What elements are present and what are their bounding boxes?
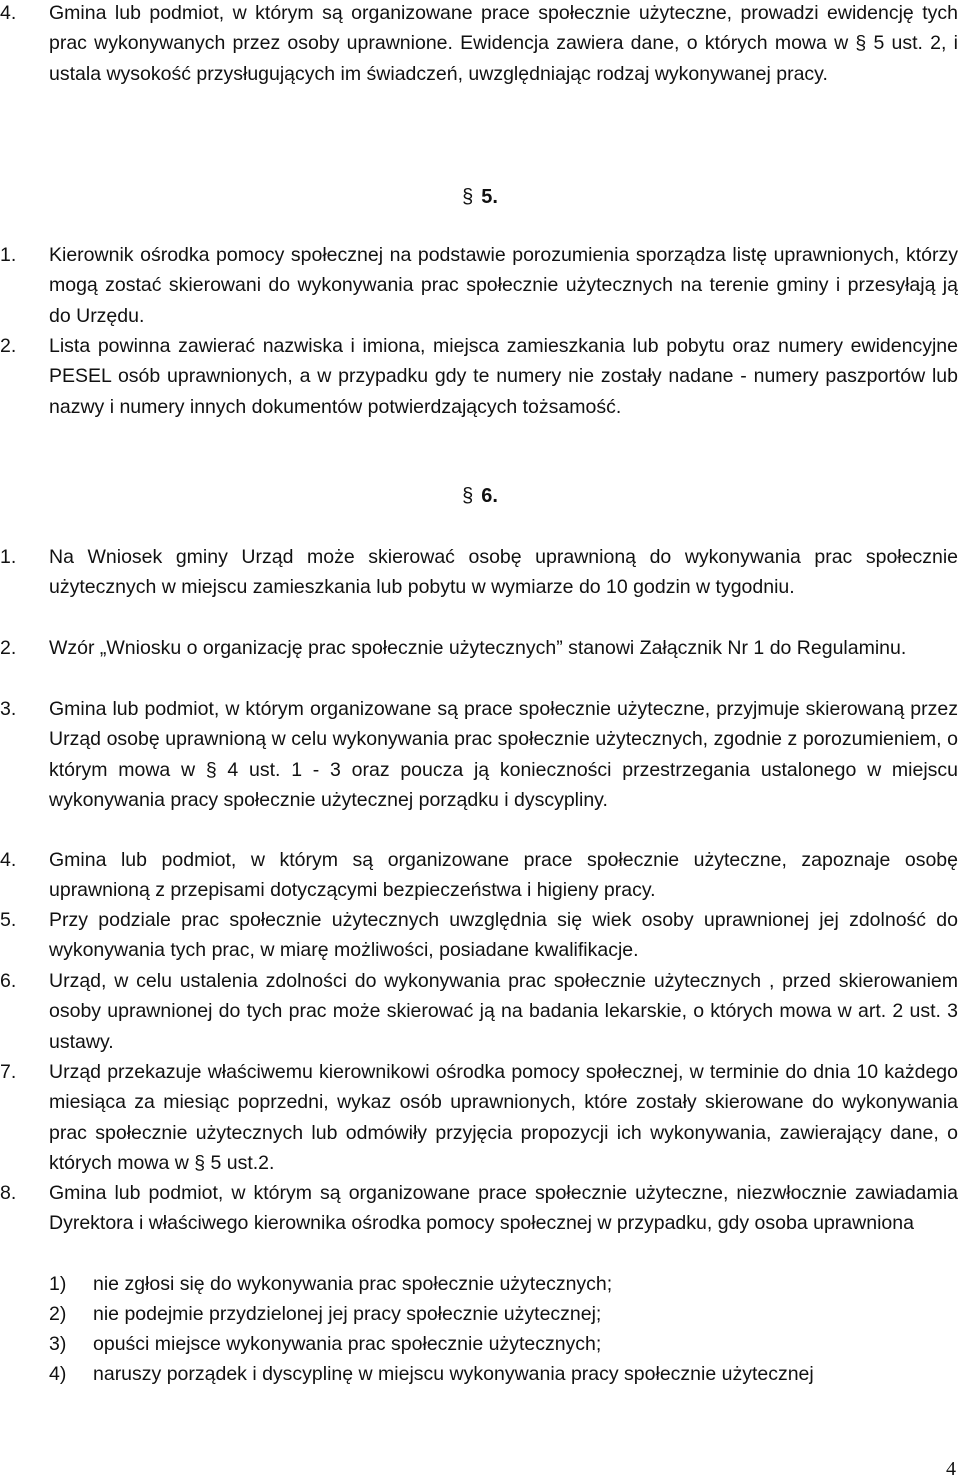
item-text: Na Wniosek gminy Urząd może skierować osobę uprawnioną do wykonywania prac społecznie użytecznych w miejscu zamieszkania lub pobytu w wymiarze do 10 godzin w tygodniu. — [49, 546, 958, 599]
section-symbol: § — [462, 186, 474, 208]
item-text: Urząd, w celu ustalenia zdolności do wykonywania prac społecznie użytecznych , przed skierowaniem osoby uprawnionej do tych prac może skierować ją na badania lekarskie, o których mowa w art. 2 ust. 3 ustawy. — [49, 970, 958, 1053]
section6-item-8 — [0, 1178, 958, 1239]
sub-item-3 — [49, 1329, 949, 1359]
sub-item-text: nie zgłosi się do wykonywania prac społecznie użytecznych; — [93, 1273, 613, 1295]
item-number: 4. — [0, 849, 17, 871]
item-number: 3. — [0, 698, 17, 720]
section6-item-4 — [0, 845, 958, 906]
item-text: Gmina lub podmiot, w którym są organizowane prace społecznie użyteczne, zapoznaje osobę uprawnioną z przepisami dotyczącymi bezpieczeństwa i higieny pracy. — [49, 849, 958, 902]
section-title: 5. — [481, 186, 498, 208]
item-text: Gmina lub podmiot, w którym są organizowane prace społecznie użyteczne, niezwłocznie zawiadamia Dyrektora i właściwego kierownika ośrodka pomocy społecznej w przypadku, gdy osoba uprawniona — [49, 1182, 958, 1235]
item-number: 7. — [0, 1061, 17, 1083]
section6-item-7 — [0, 1057, 958, 1179]
item-number: 4. — [0, 2, 17, 24]
section6-item-1 — [0, 542, 958, 603]
item-number: 5. — [0, 909, 17, 931]
item-number: 2. — [0, 637, 17, 659]
sub-item-text: nie podejmie przydzielonej jej pracy społecznie użytecznej; — [93, 1303, 602, 1325]
item-text: Urząd przekazuje właściwemu kierownikowi ośrodka pomocy społecznej, w terminie do dnia 10 każdego miesiąca za miesiąc poprzedni, wykaz osób uprawnionych, które zostały skierowane do wykonywania prac społecznie użytecznych lub odmówiły przyjęcia propozycji ich wykonywania, zawierający dane, o których mowa w § 5 ust.2. — [49, 1061, 958, 1175]
section-heading-6 — [0, 481, 960, 511]
section5-item-2 — [0, 331, 958, 422]
item-number: 1. — [0, 546, 17, 568]
section-title: 6. — [481, 485, 498, 507]
sub-item-1 — [49, 1269, 949, 1299]
paragraph-item-4 — [0, 0, 958, 89]
section5-item-1 — [0, 240, 958, 331]
item-number: 8. — [0, 1182, 17, 1204]
sub-item-text: opuści miejsce wykonywania prac społecznie użytecznych; — [93, 1333, 602, 1355]
sub-item-number: 1) — [49, 1273, 67, 1295]
section-symbol: § — [462, 485, 474, 507]
item-text: Lista powinna zawierać nazwiska i imiona, miejsca zamieszkania lub pobytu oraz numery ewidencyjne PESEL osób uprawnionych, a w przypadku gdy te numery nie zostały nadane - numery paszportów lub nazwy i numery innych dokumentów potwierdzających tożsamość. — [49, 335, 958, 418]
item-number: 2. — [0, 335, 17, 357]
sub-item-4 — [49, 1359, 949, 1389]
section6-item-6 — [0, 966, 958, 1057]
item-text: Kierownik ośrodka pomocy społecznej na podstawie porozumienia sporządza listę uprawnionych, którzy mogą zostać skierowani do wykonywania prac społecznie użytecznych na terenie gminy i przesyłają ją do Urzędu. — [49, 244, 958, 327]
page-number: 4 — [946, 1458, 956, 1480]
sub-item-number: 4) — [49, 1363, 67, 1385]
sub-item-text: naruszy porządek i dyscyplinę w miejscu wykonywania pracy społecznie użytecznej — [93, 1363, 814, 1385]
section6-item-2 — [0, 633, 958, 663]
item-text: Wzór „Wniosku o organizację prac społecznie użytecznych” stanowi Załącznik Nr 1 do Regulaminu. — [49, 637, 907, 659]
sub-item-number: 3) — [49, 1333, 67, 1355]
section6-item-3 — [0, 694, 958, 816]
section6-item-5 — [0, 905, 958, 966]
item-text: Przy podziale prac społecznie użytecznych uwzględnia się wiek osoby uprawnionej jej zdolność do wykonywania tych prac, w miarę możliwości, posiadane kwalifikacje. — [49, 909, 958, 962]
section-heading-5 — [0, 182, 960, 212]
sub-item-number: 2) — [49, 1303, 67, 1325]
sub-item-2 — [49, 1299, 949, 1329]
item-text: Gmina lub podmiot, w którym organizowane są prace społecznie użyteczne, przyjmuje skierowaną przez Urząd osobę uprawnioną w celu wykonywania prac społecznie użytecznych, zgodnie z porozumieniem, o którym mowa w § 4 ust. 1 - 3 oraz poucza ją konieczności przestrzegania ustalonego w miejscu wykonywania pracy społecznie użytecznej porządku i dyscypliny. — [49, 698, 958, 812]
item-number: 6. — [0, 970, 17, 992]
item-number: 1. — [0, 244, 17, 266]
item-text: Gmina lub podmiot, w którym są organizowane prace społecznie użyteczne, prowadzi ewidencję tych prac wykonywanych przez osoby uprawnione. Ewidencja zawiera dane, o których mowa w § 5 ust. 2, i ustala wysokość przysługujących im świadczeń, uwzględniając rodzaj wykonywanej pracy. — [49, 2, 958, 85]
